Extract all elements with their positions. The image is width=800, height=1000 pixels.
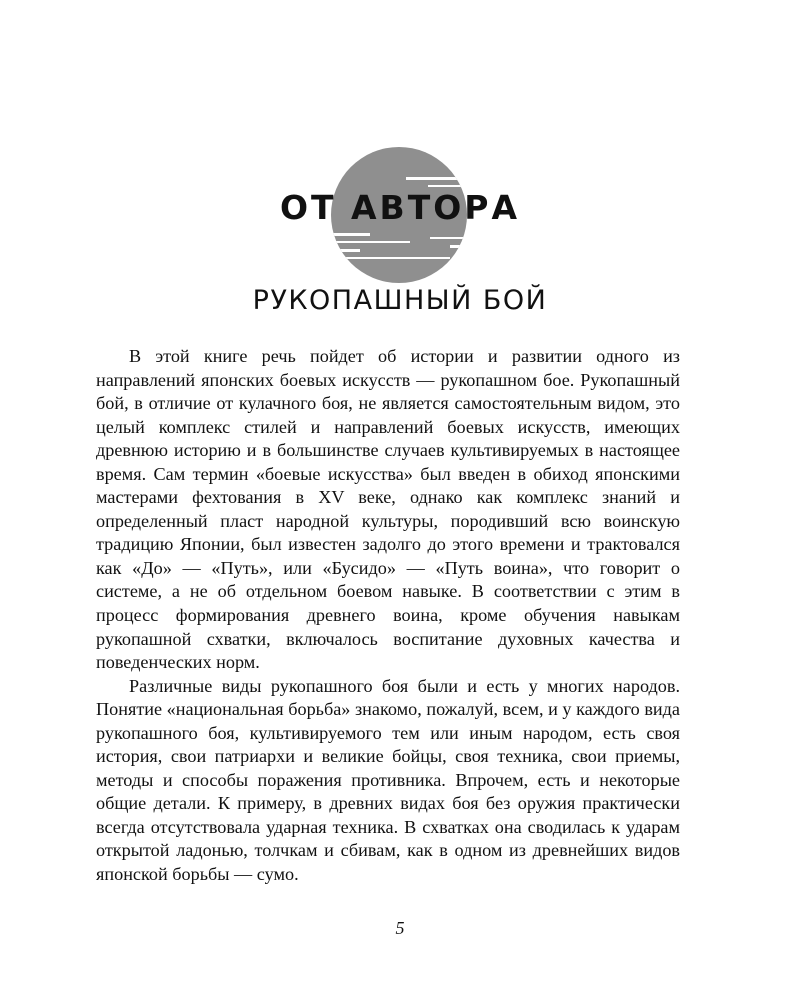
chapter-title: ОТ АВТОРА	[279, 188, 521, 227]
paragraph-2: Различные виды рукопашного боя были и есть у многих народов. Понятие «национальная борьба» знакомо, пожалуй, всем, и у каждого вида рукопашного боя, культивируемого тем или иным народом, есть своя история, свои патриархи и великие бойцы, своя техника, свои приемы, методы и способы поражения противника. Впрочем, есть и некоторые общие детали. К примеру, в древних видах боя без оружия практически всегда отсутствовала ударная техника. В схватках она сводилась к ударам открытой ладонью, толчкам и сбивам, как в одном из древнейших видов японской борьбы — сумо.	[96, 675, 680, 885]
page-number: 5	[395, 918, 405, 938]
paragraph-1: В этой книге речь пойдет об истории и развитии одного из направлений японских боевых искусств — рукопашном бое. Рукопашный бой, в отличие от кулачного боя, не является самостоятельным видом, это целый комплекс стилей и направлений боевых искусств, имеющих древнюю историю и в большинстве случаев культивируемых в настоящее время. Сам термин «боевые искусства» был введен в обиход японскими мастерами фехтования в XV веке, однако как комплекс знаний и определенный пласт народной культуры, породивший всю воинскую традицию Японии, был известен задолго до этого времени и трактовался как «До» — «Путь», или «Бусидо» — «Путь воина», что говорит о системе, а не об отдельном боевом навыке. В соответствии с этим в процесс формирования древнего воина, кроме обучения навыкам рукопашной схватки, включалось воспитание духовных качества и поведенческих норм.	[96, 346, 680, 673]
body-text	[96, 345, 680, 887]
section-title: РУКОПАШНЫЙ БОЙ	[252, 285, 548, 316]
